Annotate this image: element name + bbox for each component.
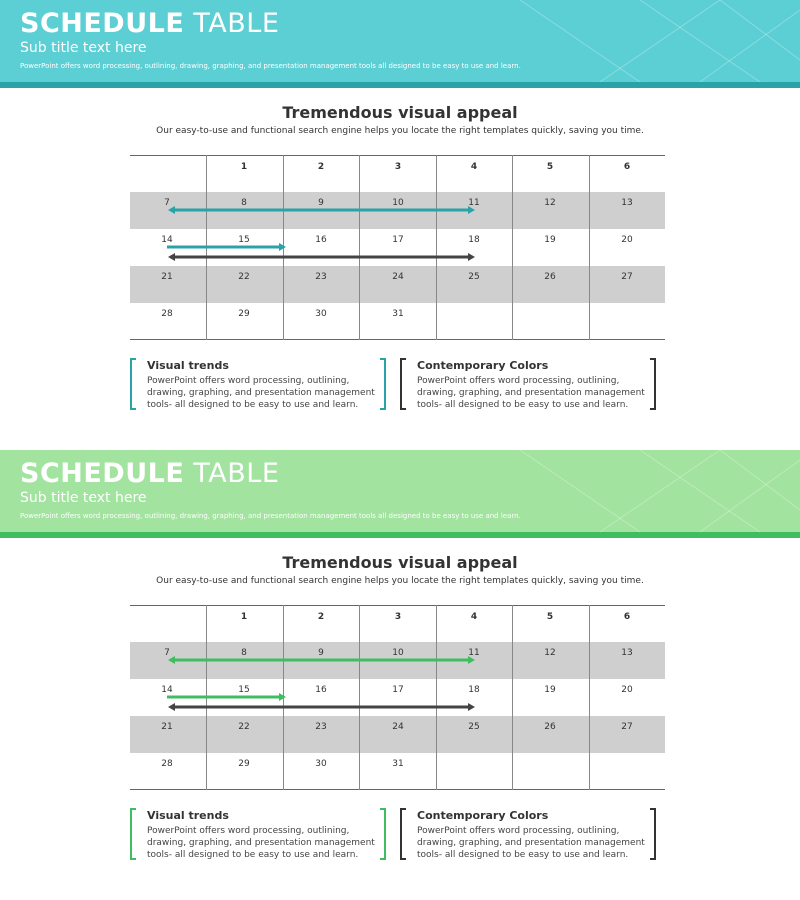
feature-contemporary-colors	[400, 358, 650, 412]
day-cell: 19	[544, 235, 556, 245]
day-cell: 12	[544, 648, 556, 658]
feature-text: PowerPoint offers word processing, outlining, drawing, graphing, and presentation management tools- all designed to be easy to use and learn.	[147, 826, 375, 860]
header-banner	[0, 450, 800, 532]
subtitle: Sub title text here	[20, 40, 147, 56]
section-heading: Tremendous visual appeal	[282, 553, 518, 572]
span-arrow-14-18-head-right	[468, 253, 475, 261]
feature-visual-trends	[130, 808, 380, 862]
day-cell: 10	[392, 648, 404, 658]
day-cell: 25	[468, 272, 480, 282]
bracket-right	[650, 358, 656, 410]
calendar-grid	[130, 155, 665, 340]
day-cell: 7	[164, 648, 170, 658]
day-cell: 17	[392, 235, 404, 245]
title-bold: SCHEDULE	[20, 458, 185, 489]
page-title	[20, 458, 279, 489]
day-cell: 31	[392, 309, 404, 319]
bracket-left	[130, 808, 136, 860]
bracket-left	[400, 808, 406, 860]
column-header: 5	[546, 612, 554, 622]
intro-text: Our easy-to-use and functional search engine helps you locate the right templates quickly, saving you time.	[156, 576, 644, 586]
day-cell: 9	[318, 198, 324, 208]
section-heading: Tremendous visual appeal	[282, 103, 518, 122]
day-cell: 14	[161, 685, 173, 695]
day-cell: 18	[468, 235, 480, 245]
column-header: 2	[317, 612, 325, 622]
header-banner	[0, 0, 800, 82]
day-cell: 28	[161, 759, 173, 769]
span-arrow-14-15-head	[279, 243, 286, 251]
title-light: TABLE	[193, 458, 280, 489]
banner-description: PowerPoint offers word processing, outlining, drawing, graphing, and presentation management tools all designed to be easy to use and learn.	[20, 512, 521, 520]
day-cell: 9	[318, 648, 324, 658]
day-cell: 15	[238, 235, 250, 245]
day-cell: 30	[315, 759, 327, 769]
feature-title: Visual trends	[147, 359, 229, 372]
span-arrow-14-18-head-left	[168, 703, 175, 711]
banner-strip	[0, 532, 800, 538]
day-cell: 16	[315, 235, 327, 245]
day-cell: 28	[161, 309, 173, 319]
day-cell: 20	[621, 685, 633, 695]
day-cell: 26	[544, 722, 556, 732]
column-header: 2	[317, 162, 325, 172]
feature-title: Contemporary Colors	[417, 359, 549, 372]
day-cell: 7	[164, 198, 170, 208]
day-cell: 26	[544, 272, 556, 282]
day-cell: 21	[161, 722, 173, 732]
column-header: 5	[546, 162, 554, 172]
day-cell: 24	[392, 272, 404, 282]
feature-text: PowerPoint offers word processing, outlining, drawing, graphing, and presentation management tools- all designed to be easy to use and learn.	[417, 376, 645, 410]
title-light: TABLE	[193, 8, 280, 39]
day-cell: 15	[238, 685, 250, 695]
day-cell: 21	[161, 272, 173, 282]
day-cell: 27	[621, 722, 633, 732]
day-cell: 14	[161, 235, 173, 245]
column-header: 1	[240, 162, 248, 172]
day-cell: 11	[468, 648, 480, 658]
bracket-left	[130, 358, 136, 410]
day-cell: 8	[241, 648, 247, 658]
calendar-grid	[130, 605, 665, 790]
day-cell: 31	[392, 759, 404, 769]
schedule-calendar	[130, 155, 665, 340]
subtitle: Sub title text here	[20, 490, 147, 506]
feature-title: Visual trends	[147, 809, 229, 822]
day-cell: 13	[621, 648, 633, 658]
feature-visual-trends	[130, 358, 380, 412]
span-arrow-14-18-head-right	[468, 703, 475, 711]
page-title	[20, 8, 279, 39]
day-cell: 20	[621, 235, 633, 245]
day-cell: 23	[315, 272, 327, 282]
column-header: 1	[240, 612, 248, 622]
day-cell: 30	[315, 309, 327, 319]
schedule-calendar	[130, 605, 665, 790]
day-cell: 27	[621, 272, 633, 282]
column-header: 6	[623, 162, 631, 172]
banner-description: PowerPoint offers word processing, outlining, drawing, graphing, and presentation management tools all designed to be easy to use and learn.	[20, 62, 521, 70]
column-header: 6	[623, 612, 631, 622]
day-cell: 23	[315, 722, 327, 732]
bracket-right	[380, 358, 386, 410]
day-cell: 24	[392, 722, 404, 732]
day-cell: 8	[241, 198, 247, 208]
banner-strip	[0, 82, 800, 88]
day-cell: 22	[238, 272, 250, 282]
bracket-right	[380, 808, 386, 860]
day-cell: 29	[238, 309, 250, 319]
column-header: 3	[394, 162, 402, 172]
slide-green	[0, 450, 800, 900]
title-bold: SCHEDULE	[20, 8, 185, 39]
column-header: 3	[394, 612, 402, 622]
bracket-right	[650, 808, 656, 860]
day-cell: 12	[544, 198, 556, 208]
day-cell: 16	[315, 685, 327, 695]
day-cell: 17	[392, 685, 404, 695]
feature-contemporary-colors	[400, 808, 650, 862]
day-cell: 19	[544, 685, 556, 695]
bracket-left	[400, 358, 406, 410]
column-header: 4	[470, 612, 478, 622]
intro-text: Our easy-to-use and functional search engine helps you locate the right templates quickly, saving you time.	[156, 126, 644, 136]
day-cell: 18	[468, 685, 480, 695]
day-cell: 13	[621, 198, 633, 208]
span-arrow-14-15-head	[279, 693, 286, 701]
feature-title: Contemporary Colors	[417, 809, 549, 822]
day-cell: 11	[468, 198, 480, 208]
day-cell: 25	[468, 722, 480, 732]
day-cell: 10	[392, 198, 404, 208]
day-cell: 22	[238, 722, 250, 732]
span-arrow-14-18-head-left	[168, 253, 175, 261]
day-cell: 29	[238, 759, 250, 769]
feature-text: PowerPoint offers word processing, outlining, drawing, graphing, and presentation management tools- all designed to be easy to use and learn.	[147, 376, 375, 410]
column-header: 4	[470, 162, 478, 172]
feature-text: PowerPoint offers word processing, outlining, drawing, graphing, and presentation management tools- all designed to be easy to use and learn.	[417, 826, 645, 860]
